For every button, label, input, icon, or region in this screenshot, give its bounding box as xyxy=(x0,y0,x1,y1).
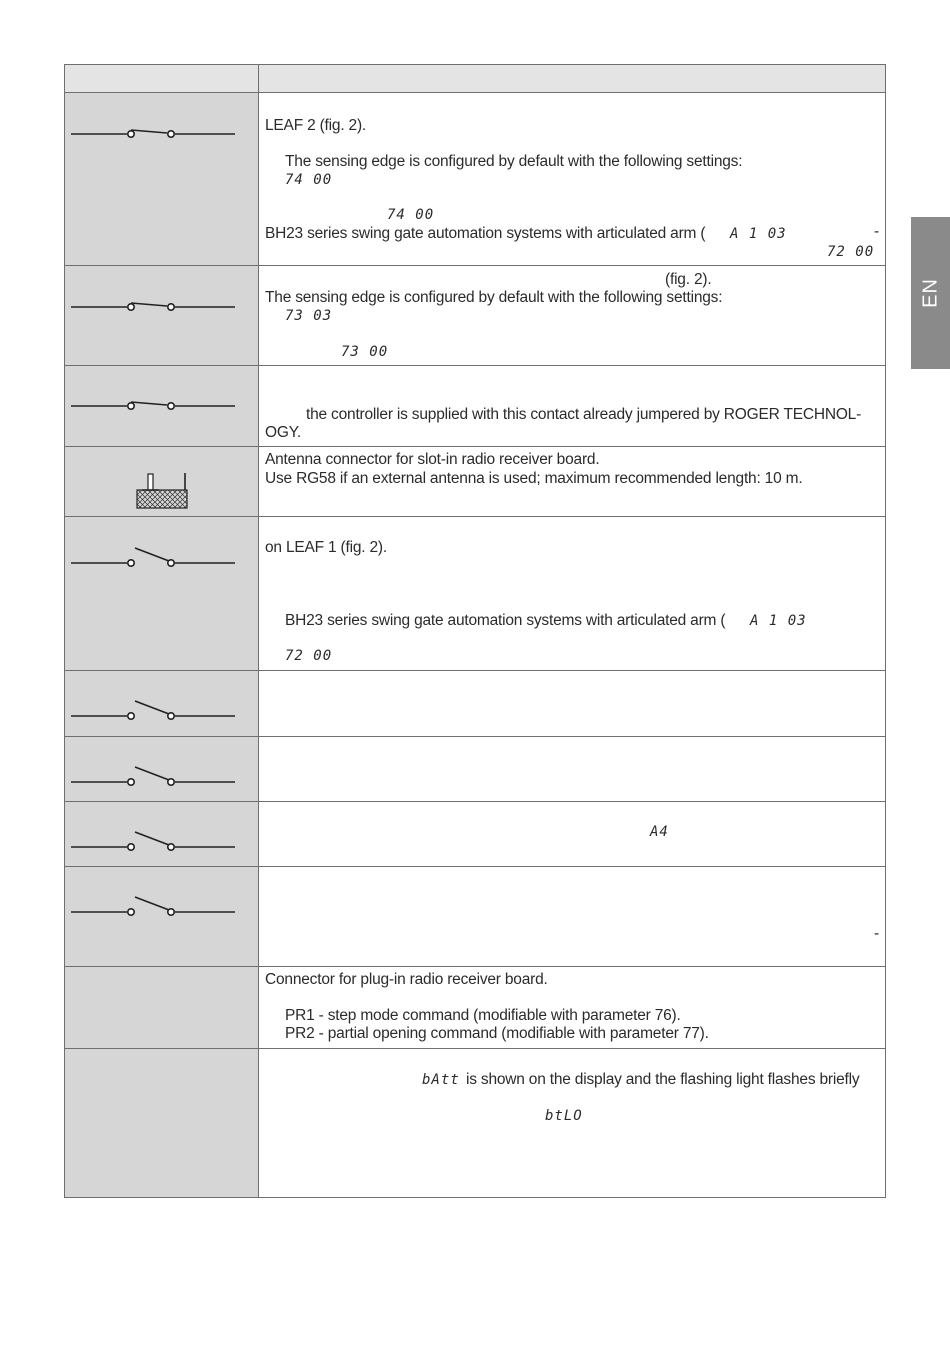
symbol-cell xyxy=(65,447,259,517)
table-row xyxy=(65,93,886,266)
display-code: A 1 03 xyxy=(750,613,807,629)
description-line: PR1 - step mode command (modifiable with parameter 76). xyxy=(285,1007,681,1024)
antenna-connector-icon xyxy=(65,447,258,516)
description-cell xyxy=(259,517,886,671)
table-row xyxy=(65,671,886,737)
description-cell xyxy=(259,737,886,802)
no-contact-icon xyxy=(65,671,258,736)
table-row xyxy=(65,366,886,447)
description-line: The sensing edge is configured by default with the following settings: xyxy=(285,153,743,170)
nc-contact-icon xyxy=(65,366,258,446)
nc-contact-icon xyxy=(65,93,258,265)
symbol-cell xyxy=(65,366,259,447)
description-cell xyxy=(259,447,886,517)
no-contact-icon xyxy=(65,517,258,670)
display-code: 74 00 xyxy=(285,172,333,188)
symbol-cell xyxy=(65,802,259,867)
table-row xyxy=(65,802,886,867)
table-header-row xyxy=(65,65,886,93)
symbol-cell xyxy=(65,517,259,671)
description-line: The sensing edge is configured by default with the following settings: xyxy=(265,289,723,306)
header-description-cell xyxy=(259,65,886,93)
description-line: OGY. xyxy=(265,424,301,441)
display-code: A 1 03 xyxy=(730,226,787,242)
language-tab xyxy=(911,217,950,369)
description-line: on LEAF 1 (fig. 2). xyxy=(265,539,387,556)
description-cell xyxy=(259,93,886,266)
description-cell xyxy=(259,802,886,867)
display-code: 74 00 xyxy=(387,207,435,223)
display-code: btLO xyxy=(545,1108,583,1124)
description-line: - xyxy=(874,925,879,942)
display-code: 72 00 xyxy=(285,648,333,664)
display-code: A4 xyxy=(650,824,669,840)
display-code: 73 00 xyxy=(341,344,389,360)
display-code: bAtt xyxy=(422,1072,460,1088)
terminal-table xyxy=(64,64,886,1198)
description-cell xyxy=(259,867,886,967)
description-cell xyxy=(259,366,886,447)
symbol-cell xyxy=(65,1049,259,1198)
table-row xyxy=(65,517,886,671)
description-line: LEAF 2 (fig. 2). xyxy=(265,117,367,134)
no-contact-icon xyxy=(65,867,258,966)
description-line: (fig. 2). xyxy=(665,271,712,288)
no-contact-icon xyxy=(65,802,258,866)
symbol-cell xyxy=(65,737,259,802)
nc-contact-icon xyxy=(65,266,258,365)
table-row xyxy=(65,266,886,366)
display-code: 73 03 xyxy=(285,308,333,324)
description-cell xyxy=(259,671,886,737)
description-line: PR2 - partial opening command (modifiable with parameter 77). xyxy=(285,1025,709,1042)
no-contact-icon xyxy=(65,737,258,801)
description-line: BH23 series swing gate automation systems with articulated arm ( xyxy=(265,225,706,242)
table-row xyxy=(65,737,886,802)
description-line: Antenna connector for slot-in radio receiver board. xyxy=(265,451,600,468)
symbol-cell xyxy=(65,967,259,1049)
description-line: Connector for plug-in radio receiver board. xyxy=(265,971,548,988)
display-code: 72 00 xyxy=(827,244,875,260)
table-row xyxy=(65,1049,886,1198)
table-row xyxy=(65,867,886,967)
table-row xyxy=(65,967,886,1049)
description-line: is shown on the display and the flashing light flashes briefly xyxy=(466,1071,860,1088)
description-line: Use RG58 if an external antenna is used; maximum recommended length: 10 m. xyxy=(265,470,803,487)
description-cell xyxy=(259,967,886,1049)
language-tab-label: EN xyxy=(919,278,941,308)
description-line: - xyxy=(874,223,879,240)
description-cell xyxy=(259,266,886,366)
description-cell xyxy=(259,1049,886,1198)
symbol-cell xyxy=(65,266,259,366)
header-symbol-cell xyxy=(65,65,259,93)
table-row xyxy=(65,447,886,517)
description-line: the controller is supplied with this contact already jumpered by ROGER TECHNOL- xyxy=(306,406,862,423)
description-line: BH23 series swing gate automation systems with articulated arm ( xyxy=(285,612,726,629)
symbol-cell xyxy=(65,671,259,737)
symbol-cell xyxy=(65,93,259,266)
symbol-cell xyxy=(65,867,259,967)
